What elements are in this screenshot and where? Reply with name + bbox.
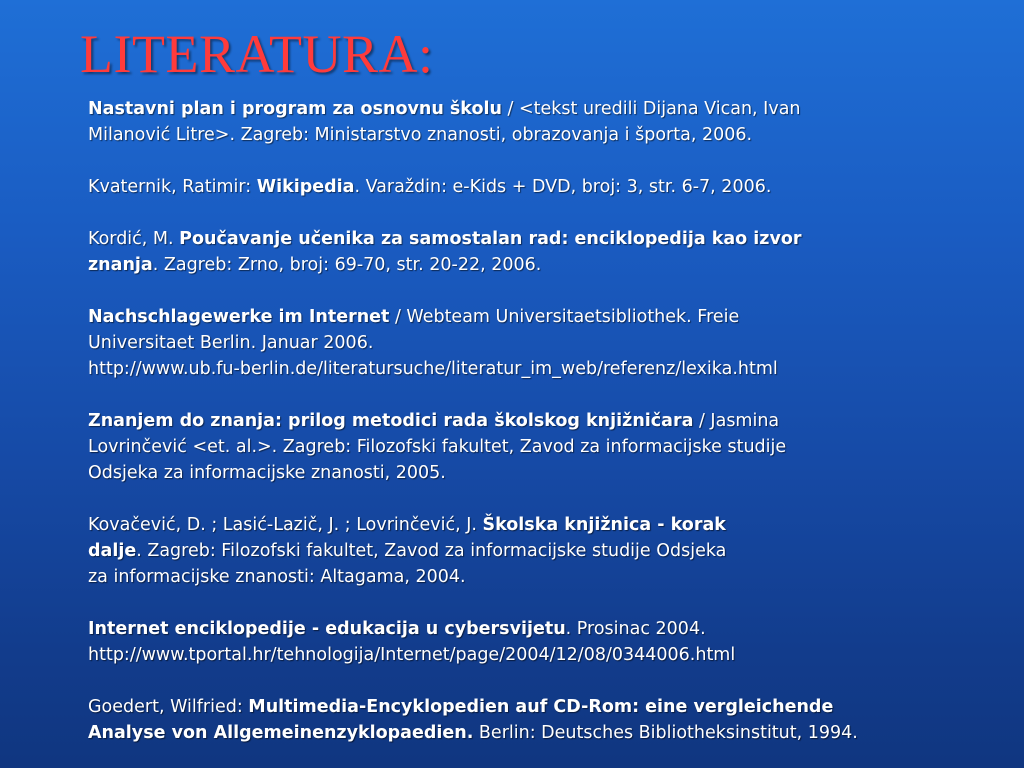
reference-entry (88, 512, 988, 590)
reference-entry (88, 304, 988, 382)
reference-line (88, 512, 988, 538)
reference-line (88, 538, 988, 564)
reference-list (88, 96, 988, 746)
reference-text: / Jasmina (693, 411, 780, 431)
reference-entry (88, 408, 988, 486)
reference-line (88, 408, 988, 434)
reference-line (88, 96, 988, 122)
reference-line (88, 304, 988, 330)
reference-text: . Prosinac 2004. (565, 619, 706, 639)
reference-text: / Webteam Universitaetsibliothek. Freie (389, 307, 740, 327)
reference-title-text: Internet enciklopedije - edukacija u cybersvijetu (88, 619, 566, 639)
reference-line (88, 252, 988, 278)
reference-text: . Zagreb: Zrno, broj: 69-70, str. 20-22, 2006. (152, 255, 542, 275)
reference-text: Kordić, M. (88, 229, 180, 249)
reference-text: Kvaternik, Ratimir: (88, 177, 257, 197)
reference-line (88, 460, 988, 486)
reference-text: Kovačević, D. ; Lasić-Lazič, J. ; Lovrinčević, J. (88, 515, 483, 535)
reference-line (88, 226, 988, 252)
reference-entry (88, 226, 988, 278)
reference-line (88, 720, 988, 746)
reference-entry (88, 174, 988, 200)
reference-line (88, 434, 988, 460)
reference-text: Goedert, Wilfried: (88, 697, 249, 717)
reference-title-text: Analyse von Allgemeinenzyklopaedien. (88, 723, 474, 743)
reference-text: http://www.tportal.hr/tehnologija/Internet/page/2004/12/08/0344006.html (88, 645, 736, 665)
reference-entry (88, 96, 988, 148)
reference-text: za informacijske znanosti: Altagama, 2004. (88, 567, 466, 587)
reference-text: http://www.ub.fu-berlin.de/literatursuche/literatur_im_web/referenz/lexika.html (88, 359, 778, 379)
reference-text: . Zagreb: Filozofski fakultet, Zavod za informacijske studije Odsjeka (136, 541, 727, 561)
reference-line (88, 616, 988, 642)
reference-entry (88, 616, 988, 668)
reference-title-text: Poučavanje učenika za samostalan rad: enciklopedija kao izvor (179, 229, 802, 249)
reference-title-text: Školska knjižnica - korak (482, 515, 726, 535)
reference-line (88, 174, 988, 200)
reference-title-text: Multimedia-Encyklopedien auf CD-Rom: eine vergleichende (248, 697, 834, 717)
reference-line (88, 642, 988, 668)
reference-text: Universitaet Berlin. Januar 2006. (88, 333, 374, 353)
reference-line (88, 356, 988, 382)
reference-text: . Varaždin: e-Kids + DVD, broj: 3, str. 6-7, 2006. (354, 177, 772, 197)
reference-title-text: Nachschlagewerke im Internet (88, 307, 390, 327)
reference-line (88, 330, 988, 356)
reference-title-text: dalje (88, 541, 137, 561)
reference-text: / <tekst uredili Dijana Vican, Ivan (501, 99, 801, 119)
reference-text: Milanović Litre>. Zagreb: Ministarstvo znanosti, obrazovanja i športa, 2006. (88, 125, 753, 145)
reference-line (88, 694, 988, 720)
reference-entry (88, 694, 988, 746)
reference-text: Lovrinčević <et. al.>. Zagreb: Filozofski fakultet, Zavod za informacijske studije (88, 437, 787, 457)
reference-text: Berlin: Deutsches Bibliotheksinstitut, 1994. (473, 723, 858, 743)
reference-line (88, 122, 988, 148)
reference-title-text: Wikipedia (256, 177, 355, 197)
reference-text: Odsjeka za informacijske znanosti, 2005. (88, 463, 446, 483)
reference-title-text: Nastavni plan i program za osnovnu školu (88, 99, 502, 119)
reference-title-text: znanja (88, 255, 153, 275)
slide-title: LITERATURA: (80, 24, 434, 84)
reference-title-text: Znanjem do znanja: prilog metodici rada školskog knjižničara (88, 411, 694, 431)
reference-line (88, 564, 988, 590)
